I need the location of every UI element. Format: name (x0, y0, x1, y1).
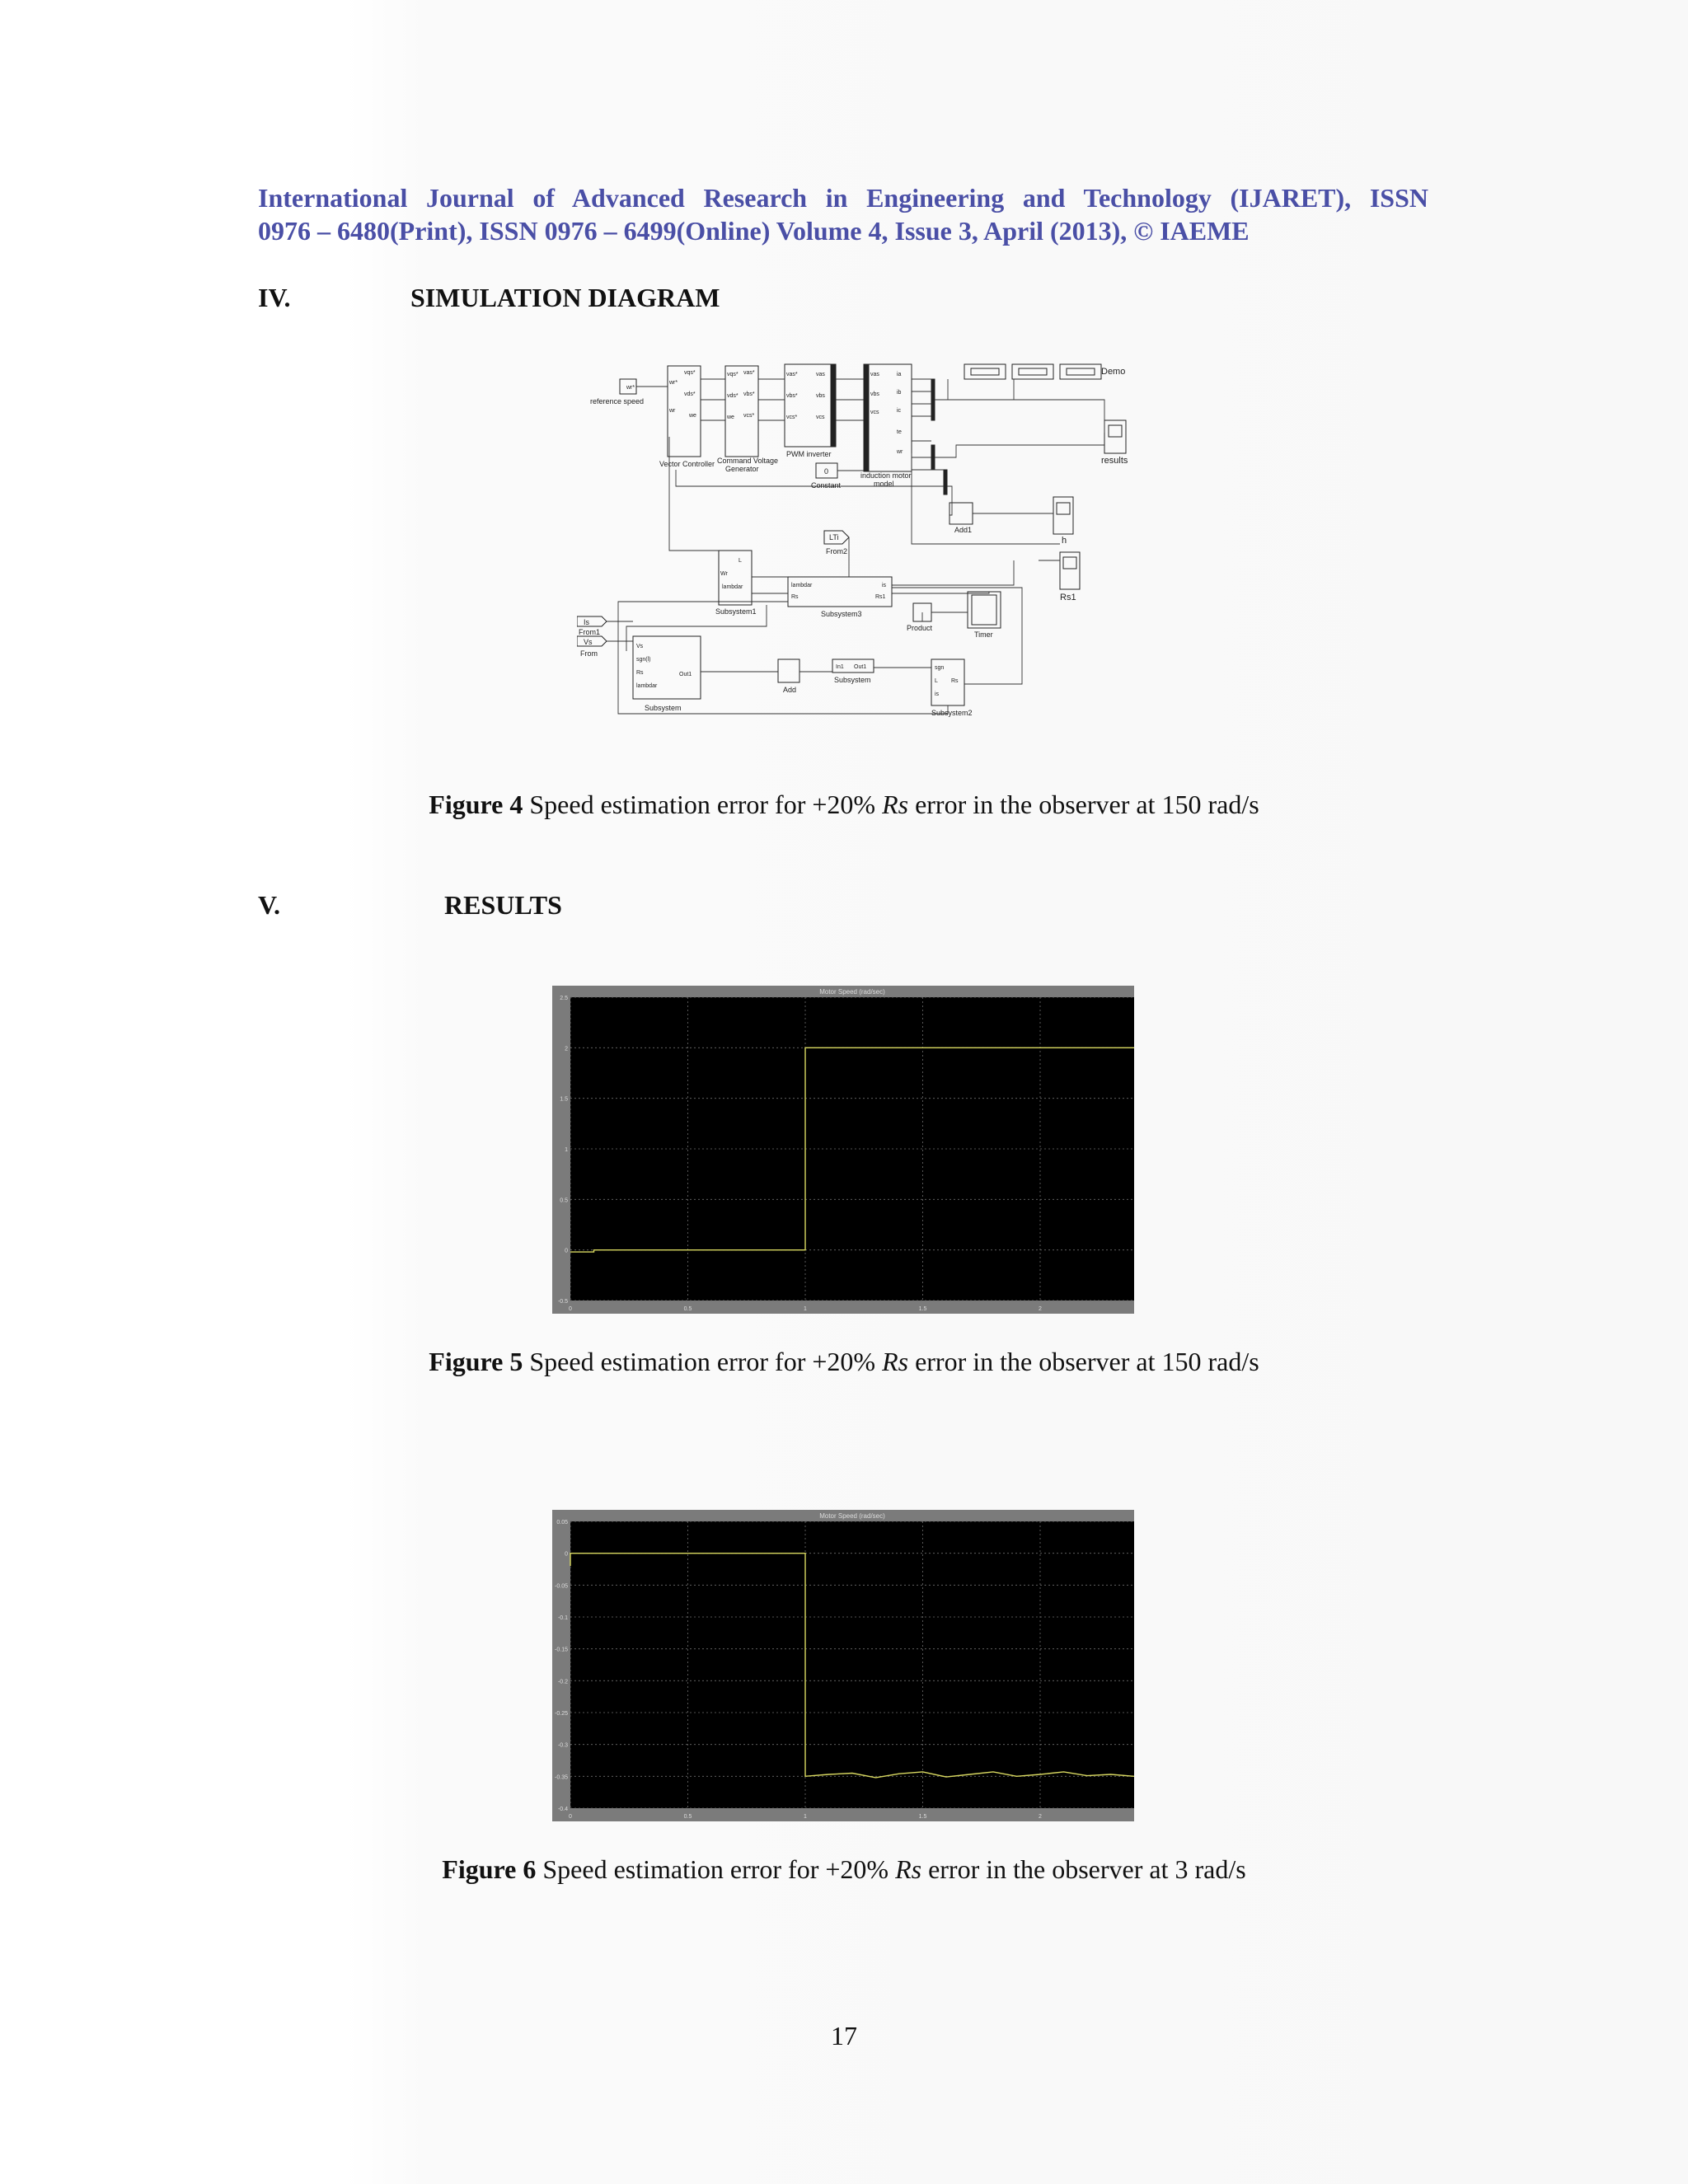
label-from1: From1 (579, 628, 601, 636)
port-we-in: we (727, 415, 734, 420)
figure-5-text-italic: Rs (882, 1347, 909, 1376)
command-voltage-block (725, 366, 758, 457)
section-title-results: RESULTS (444, 890, 562, 920)
header-line-2: 0976 – 6480(Print), ISSN 0976 – 6499(Online) Volume 4, Issue 3, April (2013), © IAEME (258, 216, 1250, 246)
label-subsystem3: Subsystem3 (821, 610, 862, 618)
port-l2: L (935, 678, 938, 684)
label-subsystem1: Subsystem1 (715, 607, 757, 616)
port-ic: ic (897, 408, 902, 414)
port-te: te (897, 429, 902, 435)
port-l: L (738, 558, 742, 564)
label-lti: LTi (829, 533, 839, 541)
figure-5-caption (0, 1347, 1688, 1377)
port-wr2: Wr (720, 571, 728, 577)
x-tick-label: 0.5 (683, 1814, 692, 1820)
label-constant-value: 0 (824, 467, 829, 476)
figure-5-chart (552, 986, 1134, 1318)
port-vs: Vs (636, 644, 644, 649)
port-vcs-star-out: vcs* (743, 413, 755, 419)
port-vas-in: vas (870, 372, 879, 377)
label-vs-tag: Vs (584, 638, 593, 646)
port-wr-star: wr* (669, 380, 678, 386)
port-wr-star-ref: wr* (626, 385, 635, 391)
y-tick-label: -0.3 (557, 1742, 568, 1749)
y-tick-label: -0.15 (555, 1647, 568, 1653)
y-tick-label: -0.4 (557, 1807, 568, 1812)
journal-header (258, 181, 1428, 247)
label-pwm-inverter: PWM inverter (786, 450, 832, 458)
port-out1-sub: Out1 (679, 672, 692, 677)
port-vas-star-out: vas* (743, 370, 755, 376)
figure-6-chart (552, 1510, 1134, 1825)
port-is: is (882, 583, 887, 588)
port-vas-star-in: vas* (786, 372, 798, 377)
figure-4-label: Figure 4 (429, 790, 523, 819)
figure-5-label: Figure 5 (429, 1347, 523, 1376)
page-number: 17 (831, 2021, 857, 2050)
label-results: results (1101, 456, 1128, 466)
port-lambdar-in: lambdar (791, 583, 813, 588)
section-title-simulation: SIMULATION DIAGRAM (410, 283, 720, 312)
y-tick-label: 1.5 (560, 1096, 568, 1103)
y-tick-label: 0.5 (560, 1197, 568, 1204)
simulink-diagram (577, 354, 1137, 725)
figure-5-plot (552, 986, 1134, 1314)
y-tick-label: -0.35 (555, 1774, 568, 1781)
section-number-v: V. (258, 890, 280, 920)
figure-4-text-pre: Speed estimation error for +20% (523, 790, 883, 819)
port-wr-in: wr (669, 408, 676, 414)
x-tick-label: 1.5 (918, 1814, 927, 1820)
figure-5-text-post: error in the observer at 150 rad/s (908, 1347, 1259, 1376)
label-add1: Add1 (954, 526, 973, 534)
port-rs2: Rs (951, 678, 959, 684)
label-subsystem2: Subsystem2 (931, 709, 973, 717)
label-from2: From2 (826, 547, 848, 555)
label-subsystem: Subsystem (645, 704, 682, 712)
figure-6-caption (0, 1854, 1688, 1885)
x-tick-label: 0 (569, 1814, 572, 1820)
y-tick-label: 2 (565, 1046, 568, 1052)
port-vcs-in: vcs (870, 410, 879, 415)
port-lambdar-sub: lambdar (636, 683, 658, 689)
label-reference-speed: reference speed (590, 397, 645, 405)
port-vcs-out: vcs (816, 415, 825, 420)
figure-6-text-post: error in the observer at 3 rad/s (921, 1854, 1246, 1884)
port-in1: In1 (836, 664, 844, 670)
label-h: h (1062, 536, 1067, 546)
label-motor-model-2: model (874, 480, 894, 488)
y-tick-label: -0.25 (555, 1711, 568, 1717)
port-vcs-star-in: vcs* (786, 415, 798, 420)
label-rs1: Rs1 (1060, 593, 1076, 602)
y-tick-label: 1 (565, 1147, 568, 1153)
label-demo: Demo (1101, 367, 1126, 377)
header-line-1: International Journal of Advanced Research in Engineering and Technology (IJARET), ISSN (258, 183, 1428, 213)
motor-model-block (864, 364, 912, 471)
y-tick-label: 0 (565, 1248, 568, 1254)
port-lambdar: lambdar (722, 584, 743, 590)
figure-6-plot (552, 1510, 1134, 1821)
label-from: From (580, 649, 598, 658)
y-tick-label: -0.05 (555, 1583, 568, 1590)
port-we-out: we (689, 413, 696, 419)
figure-4-text-post: error in the observer at 150 rad/s (908, 790, 1259, 819)
figure-4-caption (0, 790, 1688, 820)
label-constant: Constant (811, 481, 842, 490)
label-timer: Timer (974, 630, 993, 639)
chart-title: Motor Speed (rad/sec) (819, 1512, 885, 1520)
label-add: Add (783, 686, 797, 694)
y-tick-label: -0.5 (557, 1299, 568, 1305)
port-vqs-star-in: vqs* (727, 372, 738, 377)
y-tick-label: -0.2 (557, 1679, 568, 1685)
label-command-voltage: Command Voltage (717, 457, 779, 465)
x-tick-label: 1 (804, 1306, 807, 1312)
port-vqs-star-out: vqs* (684, 370, 696, 376)
port-wr-out: wr (897, 449, 903, 455)
port-sgn: sgn (935, 665, 945, 671)
y-tick-label: 0 (565, 1551, 568, 1558)
plot-area (570, 1521, 1134, 1808)
port-vds-star-out: vds* (684, 391, 696, 397)
x-tick-label: 0 (569, 1306, 572, 1312)
label-generator: Generator (725, 465, 759, 473)
x-tick-label: 0.5 (683, 1306, 692, 1312)
port-vas-out: vas (816, 372, 825, 377)
label-motor-model-1: induction motor (860, 471, 912, 480)
port-sgnl: sgn(l) (636, 657, 651, 663)
port-rs1: Rs1 (875, 594, 886, 600)
label-product: Product (907, 624, 933, 632)
port-rs-sub: Rs (636, 670, 644, 676)
figure-5-text-pre: Speed estimation error for +20% (523, 1347, 883, 1376)
figure-6-text-italic: Rs (895, 1854, 922, 1884)
y-tick-label: -0.1 (557, 1615, 568, 1621)
figure-6-text-pre: Speed estimation error for +20% (536, 1854, 896, 1884)
port-vbs-star-out: vbs* (743, 391, 755, 397)
port-vbs-star-in: vbs* (786, 393, 798, 399)
x-tick-label: 1.5 (918, 1306, 927, 1312)
section-number-iv: IV. (258, 283, 291, 312)
label-vector-controller: Vector Controller (659, 460, 715, 468)
y-tick-label: 2.5 (560, 996, 568, 1001)
port-vbs-in: vbs (870, 391, 879, 397)
label-subsystem-inner: Subsystem (834, 676, 871, 684)
port-rs: Rs (791, 594, 799, 600)
port-ia: ia (897, 372, 902, 377)
label-is-tag: Is (584, 618, 590, 626)
figure-4-text-italic: Rs (882, 790, 909, 819)
x-tick-label: 2 (1039, 1306, 1042, 1312)
chart-title: Motor Speed (rad/sec) (819, 988, 885, 996)
figure-6-label: Figure 6 (442, 1854, 537, 1884)
port-out1: Out1 (854, 664, 867, 670)
port-vbs-out: vbs (816, 393, 825, 399)
x-tick-label: 2 (1039, 1814, 1042, 1820)
port-vds-star-in: vds* (727, 393, 738, 399)
port-is2: is (935, 691, 940, 697)
y-tick-label: 0.05 (556, 1520, 568, 1526)
x-tick-label: 1 (804, 1814, 807, 1820)
port-ib: ib (897, 390, 902, 396)
